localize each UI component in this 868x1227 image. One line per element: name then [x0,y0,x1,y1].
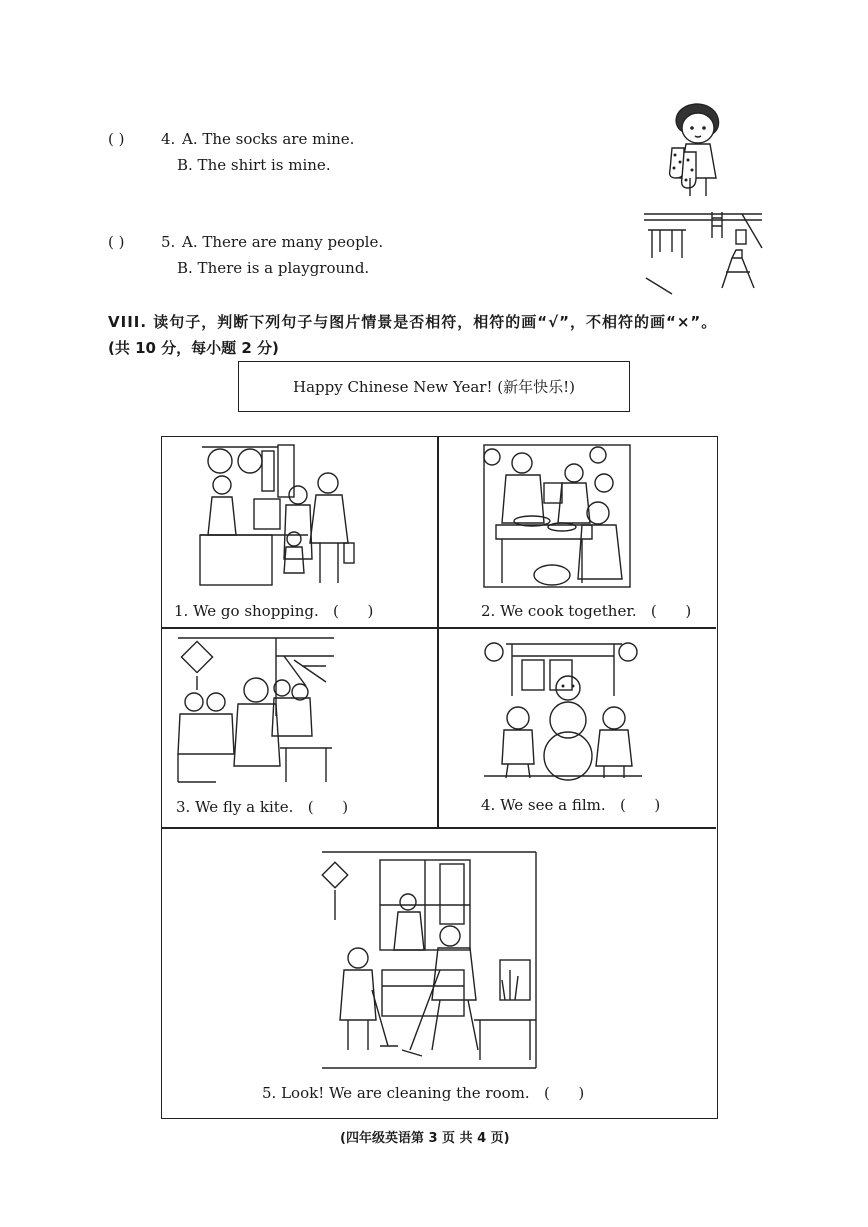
section-8-title: VIII. 读句子，判断下列句子与图片情景是否相符，相符的画“√”，不相符的画“×”。 [108,313,718,331]
section-8-subtitle: (共 10 分，每小题 2 分) [108,339,279,357]
cooking-illustration [482,443,632,589]
answer-bracket-picture-2[interactable] [646,602,692,622]
question-number-q4: 4. [161,130,176,148]
grid-divider-row1 [161,627,716,629]
option-a-q5: A. There are many people. [182,233,384,251]
caption-4: 4. We see a film. ( ) [481,796,661,814]
new-year-banner: Happy Chinese New Year! (新年快乐!) [238,361,630,412]
family-celebration-illustration [176,636,336,786]
caption-5: 5. Look! We are cleaning the room. ( ) [262,1084,585,1102]
answer-bracket-picture-5[interactable] [530,1084,578,1104]
answer-bracket-picture-3[interactable] [313,798,359,818]
question-number-q5: 5. [161,233,176,251]
snowman-illustration [482,636,644,782]
option-a-q4: A. The socks are mine. [182,130,355,148]
answer-bracket-picture-4[interactable] [624,796,670,816]
option-b-q4: B. The shirt is mine. [177,156,331,174]
caption-3: 3. We fly a kite. ( ) [176,798,349,816]
answer-bracket-q4[interactable]: ( ) [108,130,125,148]
playground-illustration [642,208,764,296]
grid-divider-vertical [437,436,439,828]
caption-1: 1. We go shopping. ( ) [174,602,374,620]
grid-divider-row2 [161,827,716,829]
answer-bracket-q5[interactable]: ( ) [108,233,125,251]
caption-2: 2. We cook together. ( ) [481,602,692,620]
girl-with-socks-illustration [662,98,734,198]
page-footer: (四年级英语第 3 页 共 4 页) [340,1131,510,1146]
answer-bracket-picture-1[interactable] [326,602,372,622]
option-b-q5: B. There is a playground. [177,259,370,277]
cleaning-room-illustration [320,850,538,1070]
shopping-illustration [198,443,358,589]
